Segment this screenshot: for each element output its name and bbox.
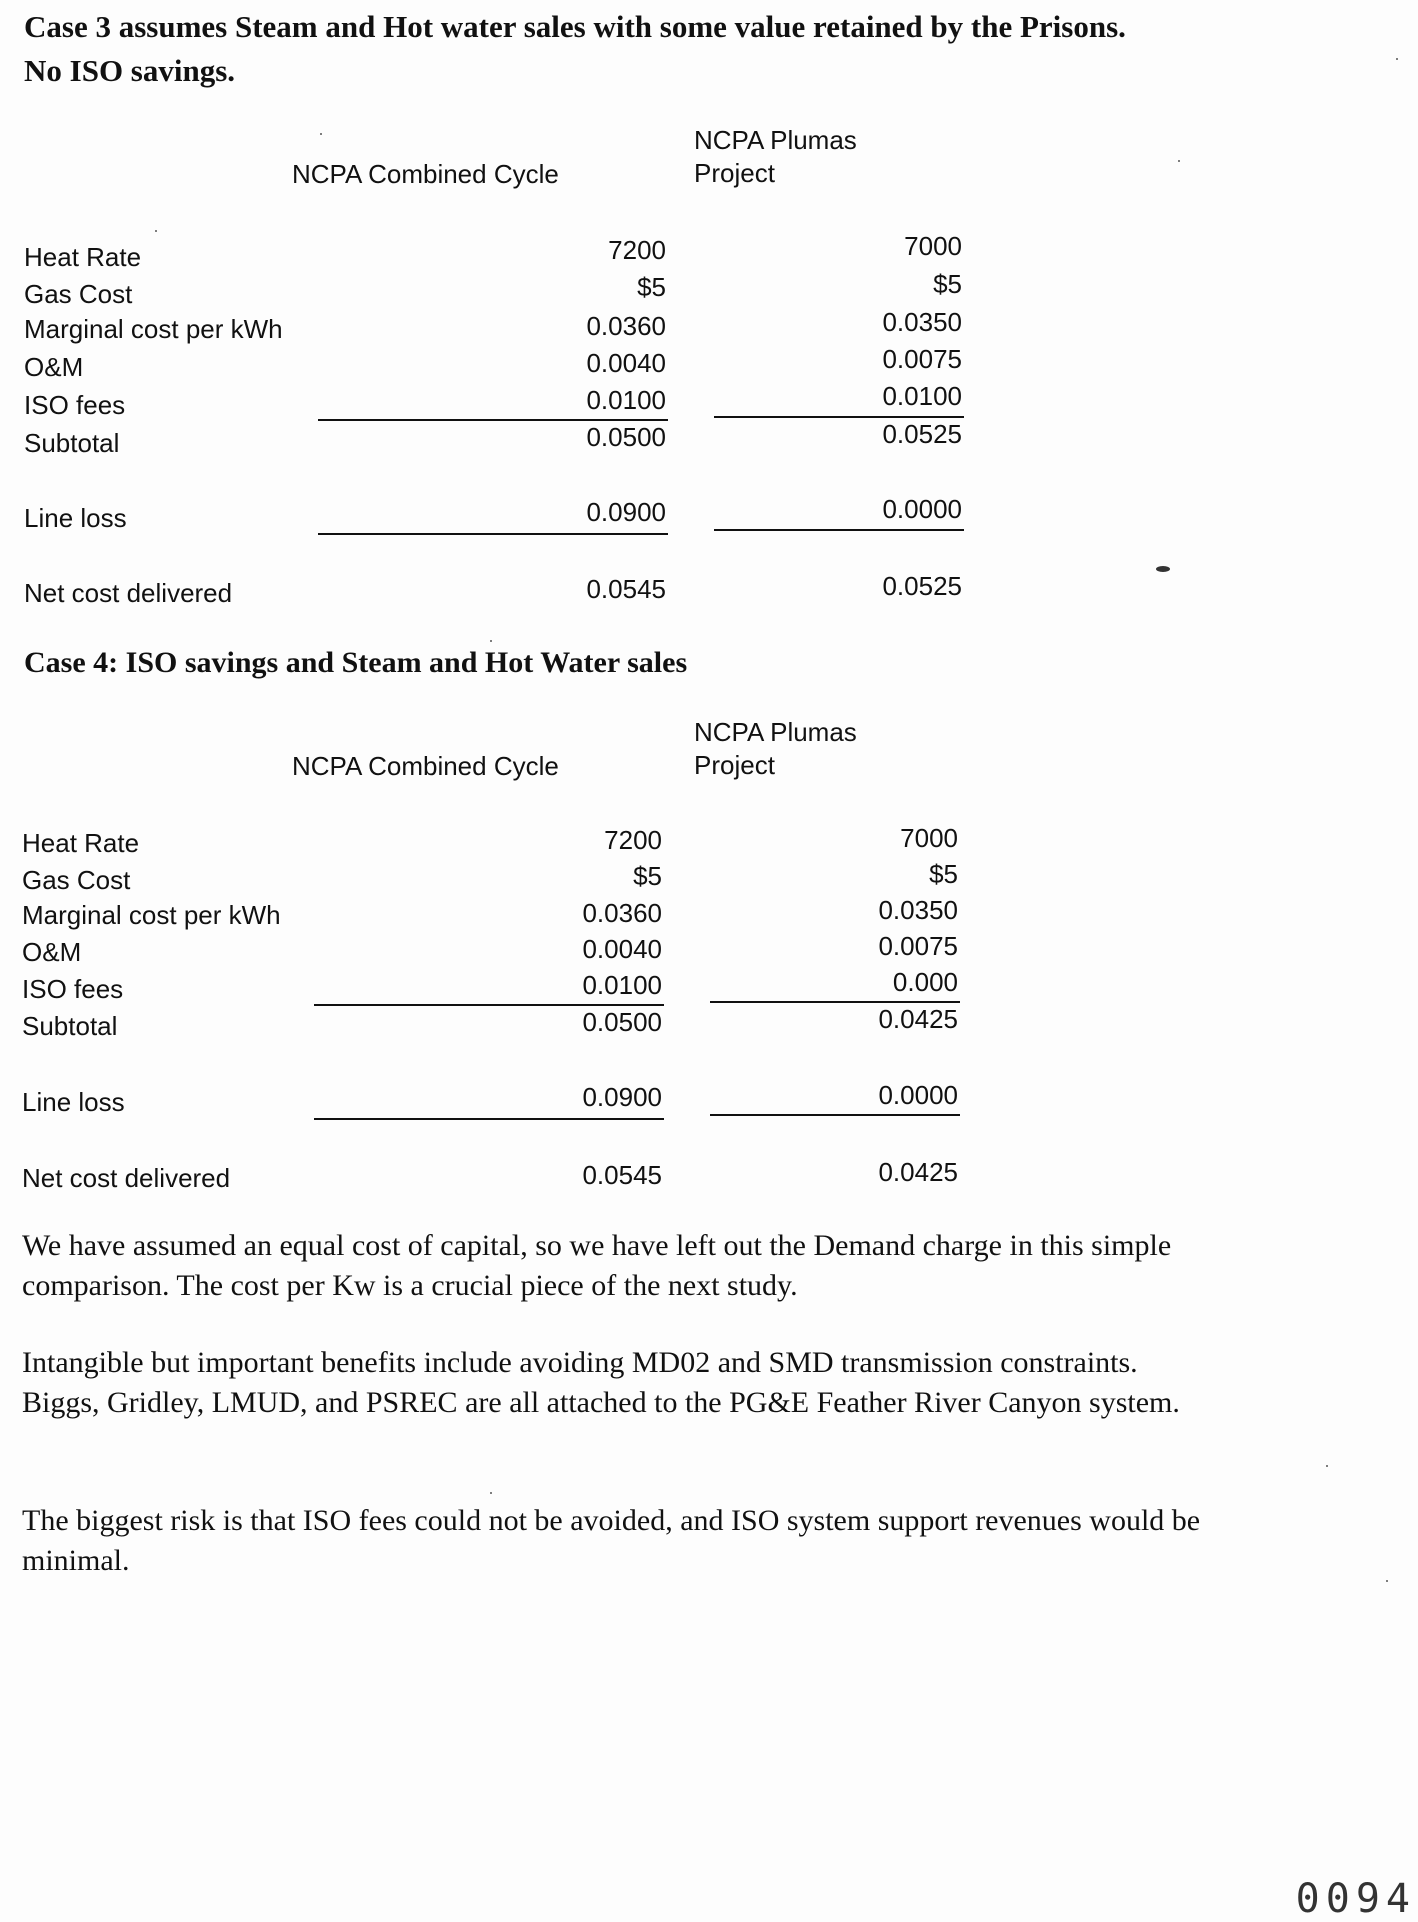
case3-label-subtotal: Subtotal (24, 428, 120, 458)
case3-rule-plumas-subtotal (714, 416, 964, 418)
case4-label-line-loss: Line loss (22, 1087, 125, 1117)
scan-speck (490, 640, 492, 642)
scan-speck (490, 1492, 492, 1494)
case4-value-combined-om: 0.0040 (582, 934, 662, 964)
case3-value-plumas-heat-rate: 7000 (904, 231, 962, 261)
scan-speck (155, 230, 157, 232)
case4-col-header-plumas-line1: NCPA Plumas (694, 717, 857, 747)
case4-label-gas-cost: Gas Cost (22, 865, 131, 895)
scan-speck (1326, 1465, 1328, 1467)
case4-value-plumas-subtotal: 0.0425 (878, 1004, 958, 1034)
case4-value-plumas-marginal-cost: 0.0350 (878, 895, 958, 925)
case4-label-net-cost: Net cost delivered (22, 1163, 231, 1193)
case3-value-combined-line-loss: 0.0900 (586, 497, 666, 527)
case3-value-combined-marginal-cost: 0.0360 (586, 311, 666, 341)
case4-col-header-plumas-line2: Project (694, 750, 775, 780)
case3-value-combined-subtotal: 0.0500 (586, 422, 666, 452)
paragraph-biggest-risk: The biggest risk is that ISO fees could not be avoided, and ISO system support revenues would be minimal. (22, 1504, 1201, 1577)
scan-speck (1386, 1580, 1388, 1582)
case4-value-plumas-iso-fees: 0.000 (892, 967, 958, 997)
case4-rule-combined-subtotal (314, 1004, 664, 1006)
case4-value-combined-iso-fees: 0.0100 (582, 970, 662, 1000)
case3-value-plumas-line-loss: 0.0000 (882, 494, 962, 524)
scan-speck (320, 133, 322, 135)
case4-label-subtotal: Subtotal (22, 1011, 118, 1041)
case3-heading-line1: Case 3 assumes Steam and Hot water sales with some value retained by the Prisons. (24, 9, 1126, 44)
case3-col-header-plumas-line1: NCPA Plumas (694, 125, 857, 155)
case3-value-plumas-subtotal: 0.0525 (882, 419, 962, 449)
case4-value-combined-net-cost: 0.0545 (582, 1160, 662, 1190)
case4-value-plumas-gas-cost: $5 (929, 859, 958, 889)
case4-value-combined-gas-cost: $5 (633, 861, 662, 891)
case3-value-plumas-gas-cost: $5 (933, 269, 962, 299)
case4-value-combined-marginal-cost: 0.0360 (582, 898, 662, 928)
case3-value-plumas-iso-fees: 0.0100 (882, 381, 962, 411)
scan-speck (1396, 58, 1398, 60)
case4-rule-plumas-subtotal (710, 1001, 960, 1003)
case3-col-header-combined-cycle: NCPA Combined Cycle (292, 159, 559, 189)
case3-value-plumas-marginal-cost: 0.0350 (882, 307, 962, 337)
case3-rule-plumas-line-loss (714, 529, 964, 531)
case4-label-heat-rate: Heat Rate (22, 828, 140, 858)
case3-label-iso-fees: ISO fees (24, 390, 126, 420)
scan-speck (1156, 566, 1170, 572)
case4-rule-combined-line-loss (314, 1118, 664, 1120)
case3-col-header-plumas-line2: Project (694, 158, 775, 188)
case4-label-iso-fees: ISO fees (22, 974, 124, 1004)
case4-value-combined-line-loss: 0.0900 (582, 1082, 662, 1112)
case3-value-plumas-net-cost: 0.0525 (882, 571, 962, 601)
case4-label-marginal-cost: Marginal cost per kWh (22, 900, 281, 930)
case3-value-combined-net-cost: 0.0545 (586, 574, 666, 604)
paragraph-cost-of-capital: We have assumed an equal cost of capital, so we have left out the Demand charge in this simple comparison. The cost per Kw is a crucial piece of the next study. (22, 1229, 1172, 1302)
page-number: 0094 (1295, 1876, 1416, 1922)
case4-value-plumas-net-cost: 0.0425 (878, 1157, 958, 1187)
case4-col-header-combined-cycle: NCPA Combined Cycle (292, 751, 559, 781)
case3-label-heat-rate: Heat Rate (24, 242, 142, 272)
scan-speck (1178, 160, 1180, 162)
case3-label-line-loss: Line loss (24, 503, 127, 533)
case4-value-combined-heat-rate: 7200 (604, 825, 662, 855)
case3-label-gas-cost: Gas Cost (24, 279, 133, 309)
case3-label-om: O&M (24, 352, 84, 382)
case4-value-combined-subtotal: 0.0500 (582, 1007, 662, 1037)
case4-rule-plumas-line-loss (710, 1114, 960, 1116)
case3-value-combined-iso-fees: 0.0100 (586, 385, 666, 415)
paragraph-intangible-benefits: Intangible but important benefits include avoiding MD02 and SMD transmission constraints. Biggs, Gridley, LMUD, and PSREC are all attached to the PG&E Feather River Canyon system. (22, 1346, 1180, 1419)
case3-value-combined-heat-rate: 7200 (608, 235, 666, 265)
case3-value-combined-gas-cost: $5 (637, 272, 666, 302)
case4-value-plumas-heat-rate: 7000 (900, 823, 958, 853)
case3-rule-combined-line-loss (318, 533, 668, 535)
case3-value-combined-om: 0.0040 (586, 348, 666, 378)
case3-value-plumas-om: 0.0075 (882, 344, 962, 374)
case4-value-plumas-line-loss: 0.0000 (878, 1080, 958, 1110)
case4-label-om: O&M (22, 937, 82, 967)
case3-rule-combined-subtotal (318, 419, 668, 421)
case3-heading-line2: No ISO savings. (24, 53, 236, 88)
case4-heading: Case 4: ISO savings and Steam and Hot Water sales (24, 646, 688, 679)
case3-label-marginal-cost: Marginal cost per kWh (24, 314, 283, 344)
case4-value-plumas-om: 0.0075 (878, 931, 958, 961)
case3-label-net-cost: Net cost delivered (24, 578, 233, 608)
